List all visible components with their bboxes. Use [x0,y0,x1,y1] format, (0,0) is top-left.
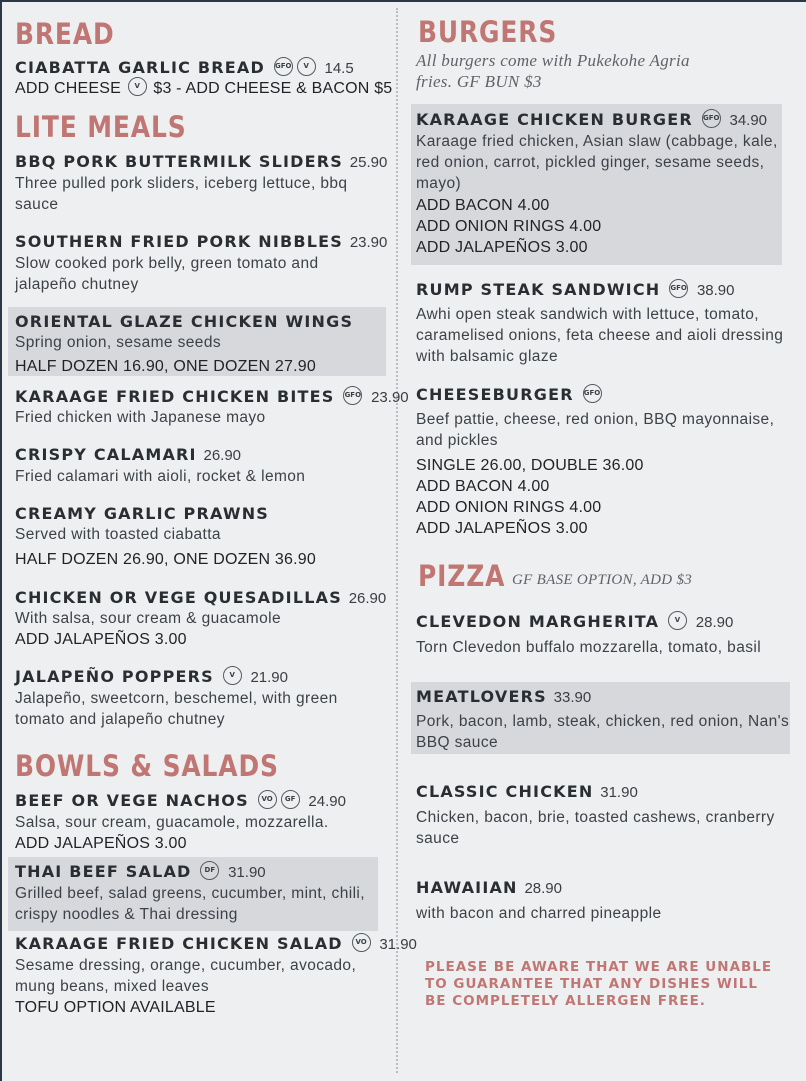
desc-line: crispy noodles & Thai dressing [15,906,238,923]
item-description [15,688,338,730]
item-name: JALAPEÑO POPPERS [15,667,214,686]
item-price: 24.90 [308,793,346,810]
item-extra: TOFU OPTION AVAILABLE [15,999,216,1016]
vegan-option-badge-icon: VO [352,933,371,952]
item-description: Served with toasted ciabatta [15,526,221,543]
desc-line: Karaage fried chicken, Asian slaw (cabbage, kale, [416,133,778,150]
item-name: ORIENTAL GLAZE CHICKEN WINGS [15,312,354,331]
desc-line: caramelised onions, feta cheese and aioli dressing [416,327,784,344]
desc-line: Slow cooked pork belly, green tomato and [15,255,319,272]
item-description: with bacon and charred pineapple [416,905,662,922]
menu-item-pork-nibbles [15,232,387,251]
item-extra: ADD JALAPEÑOS 3.00 [15,835,187,852]
extra-text: ADD CHEESE [15,80,122,97]
item-price: 31.90 [600,784,638,801]
warning-line: BE COMPLETELY ALLERGEN FREE. [425,993,706,1009]
vegan-option-badge-icon: VO [258,790,277,809]
item-price: 21.90 [250,669,288,686]
item-name: MEATLOVERS [416,687,547,706]
item-price: 31.90 [228,864,266,881]
gfo-badge-icon: GFO [669,279,688,298]
menu-item-cheeseburger [416,385,604,405]
desc-line: mung beans, mixed leaves [15,978,209,995]
bread-extras [15,78,392,99]
dairy-free-badge-icon: DF [200,861,219,880]
item-name: RUMP STEAK SANDWICH [416,280,661,299]
item-price: 33.90 [553,689,592,706]
menu-item-calamari [15,445,241,464]
item-name: CLEVEDON MARGHERITA [416,612,660,631]
burgers-note [416,50,690,92]
extra-text: $3 - ADD CHEESE & BACON $5 [153,80,393,97]
menu-item-thai-beef-salad [15,862,266,882]
item-description: Fried chicken with Japanese mayo [15,409,266,426]
vegetarian-badge-icon: V [297,57,316,76]
gfo-badge-icon: GFO [702,109,721,128]
item-name: BEEF OR VEGE NACHOS [15,791,249,810]
desc-line: jalapeño chutney [15,276,139,293]
vegetarian-badge-icon: V [668,611,687,630]
item-price: 31.90 [379,936,417,953]
item-description [15,955,356,997]
desc-line: red onion, carrot, pickled ginger, sesame seeds, [416,154,765,171]
menu-item-karaage-salad [15,934,417,954]
item-description: Fried calamari with aioli, rocket & lemon [15,468,306,485]
allergen-warning [425,959,772,1010]
section-title-bowls-salads: BOWLS & SALADS [15,749,279,783]
item-description [416,711,789,753]
item-price: 23.90 [371,389,409,406]
item-name: CHICKEN OR VEGE QUESADILLAS [15,588,342,607]
desc-line: BBQ sauce [416,734,499,751]
item-description: With salsa, sour cream & guacamole [15,610,282,627]
menu-item-meatlovers [416,687,591,706]
extra-line: SINGLE 26.00, DOUBLE 36.00 [416,457,644,474]
section-title-burgers: BURGERS [418,15,558,49]
desc-line: Grilled beef, salad greens, cucumber, mint, chili, [15,885,365,902]
item-price: 34.90 [729,112,768,129]
pizza-heading [418,559,520,593]
menu-item-ciabatta [15,58,354,78]
menu-item-karaage-bites [15,387,409,407]
vegetarian-badge-icon: V [223,666,242,685]
desc-line: tomato and jalapeño chutney [15,711,225,728]
extra-line: ADD BACON 4.00 [416,478,550,495]
item-price: 25.90 [349,154,388,171]
desc-line: Beef pattie, cheese, red onion, BBQ mayonnaise, [416,411,775,428]
desc-line: sauce [15,196,59,213]
item-description [416,304,783,367]
gluten-free-badge-icon: GF [281,790,300,809]
extra-line: ADD ONION RINGS 4.00 [416,499,602,516]
item-description: Spring onion, sesame seeds [15,334,221,351]
menu-item-garlic-prawns [15,504,269,523]
item-description [416,131,778,194]
gfo-badge-icon: GFO [583,384,602,403]
gfo-badge-icon: GFO [343,386,362,405]
note-line: fries. GF BUN $3 [416,72,542,91]
item-description [416,807,775,849]
item-name: KARAAGE FRIED CHICKEN BITES [15,387,335,406]
item-price: 26.90 [203,447,242,464]
item-extra: ADD JALAPEÑOS 3.00 [15,631,187,648]
item-extras [416,195,601,258]
desc-line: Awhi open steak sandwich with lettuce, tomato, [416,306,759,323]
desc-line: Three pulled pork sliders, iceberg lettuce, bbq [15,175,348,192]
desc-line: and pickles [416,432,498,449]
item-description: Salsa, sour cream, guacamole, mozzarella. [15,814,329,831]
menu-item-quesadillas [15,588,386,607]
item-name: THAI BEEF SALAD [15,862,192,881]
item-name: CIABATTA GARLIC BREAD [15,58,265,77]
column-divider [396,8,398,1073]
menu-item-jalapeno-poppers [15,667,288,687]
menu-item-nachos [15,791,346,811]
desc-line: with balsamic glaze [416,348,558,365]
extra-line: ADD JALAPEÑOS 3.00 [416,239,588,256]
item-name: KARAAGE FRIED CHICKEN SALAD [15,934,343,953]
menu-item-karaage-burger [416,110,767,130]
item-description [15,173,347,215]
item-name: CRISPY CALAMARI [15,445,197,464]
menu-item-sliders [15,152,387,171]
gfo-badge-icon: GFO [274,57,293,76]
desc-line: Chicken, bacon, brie, toasted cashews, cranberry [416,809,775,826]
item-description: Torn Clevedon buffalo mozzarella, tomato, basil [416,639,762,656]
warning-line: TO GUARANTEE THAT ANY DISHES WILL [425,976,759,992]
item-description [15,253,319,295]
item-extra: HALF DOZEN 26.90, ONE DOZEN 36.90 [15,551,316,568]
desc-line: sauce [416,830,460,847]
menu-item-chicken-wings [15,312,353,331]
pizza-note: GF BASE OPTION, ADD $3 [512,572,693,588]
desc-line: Jalapeño, sweetcorn, beschemel, with green [15,690,338,707]
vegetarian-badge-icon: V [128,77,147,96]
item-name: HAWAIIAN [416,878,518,897]
desc-line: mayo) [416,175,462,192]
item-name: CREAMY GARLIC PRAWNS [15,504,270,523]
item-name: SOUTHERN FRIED PORK NIBBLES [15,232,344,251]
desc-line: Pork, bacon, lamb, steak, chicken, red onion, Nan's [416,713,790,730]
item-price: 38.90 [696,282,735,299]
desc-line: Sesame dressing, orange, cucumber, avocado, [15,957,357,974]
extra-line: ADD ONION RINGS 4.00 [416,218,602,235]
section-title-bread: BREAD [15,17,115,51]
item-name: CLASSIC CHICKEN [416,782,594,801]
section-title-lite-meals: LITE MEALS [15,110,187,144]
item-price: 14.5 [324,60,354,77]
menu-item-margherita [416,612,733,632]
item-description [416,409,774,451]
item-description [15,883,365,925]
item-price: 28.90 [524,880,562,897]
extra-line: ADD JALAPEÑOS 3.00 [416,520,588,537]
item-name: KARAAGE CHICKEN BURGER [416,110,693,129]
item-extra: HALF DOZEN 16.90, ONE DOZEN 27.90 [15,358,316,375]
item-name: CHEESEBURGER [416,385,574,404]
item-price: 23.90 [349,234,388,251]
item-price: 28.90 [695,614,734,631]
extra-line: ADD BACON 4.00 [416,197,550,214]
warning-line: PLEASE BE AWARE THAT WE ARE UNABLE [425,959,773,975]
item-extras [416,455,644,539]
menu-item-hawaiian [416,878,562,897]
menu-item-rump-steak [416,280,734,300]
item-price: 26.90 [348,590,387,607]
item-name: BBQ PORK BUTTERMILK SLIDERS [15,152,343,171]
section-title-pizza: PIZZA [418,559,506,593]
menu-item-classic-chicken [416,782,638,801]
note-line: All burgers come with Pukekohe Agria [416,51,690,70]
